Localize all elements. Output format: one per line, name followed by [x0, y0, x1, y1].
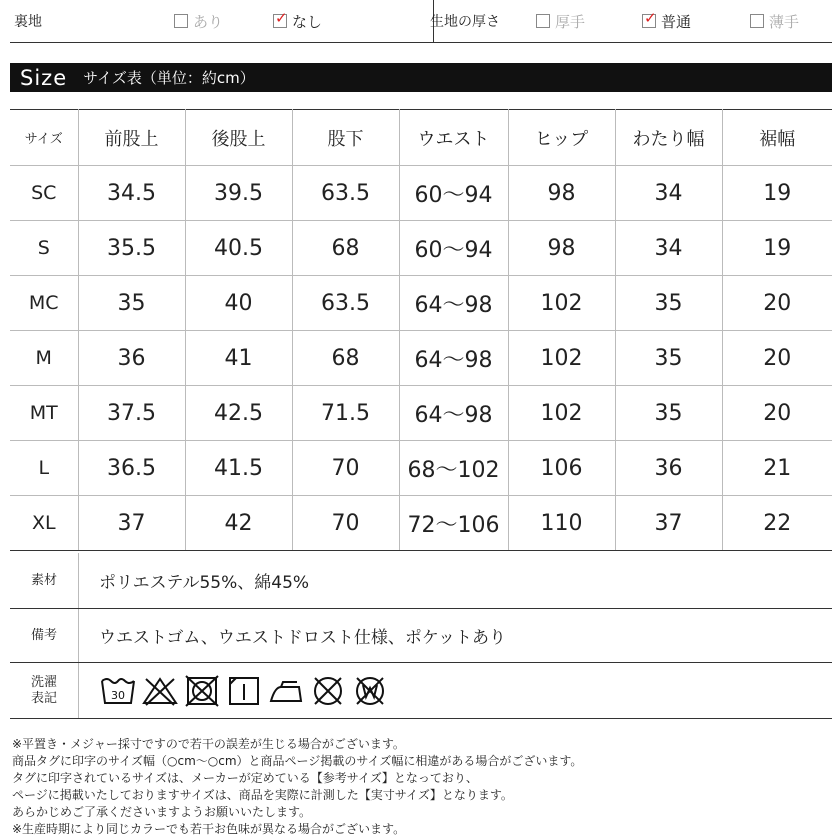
lining-option-yes[interactable]: あり: [174, 11, 223, 32]
measurement-cell: 68: [292, 331, 399, 386]
note-line: 商品タグに印字のサイズ幅（○cm〜○cm）と商品ページ掲載のサイズ幅に相違がある場合がございます。: [12, 754, 583, 768]
measurement-cell: 20: [722, 276, 832, 331]
iron-low-icon: [267, 673, 305, 709]
measurement-cell: 41: [185, 331, 292, 386]
measurement-cell: 37: [615, 496, 722, 551]
thickness-option-normal[interactable]: ✓ 普通: [642, 11, 691, 32]
thickness-label: 生地の厚さ: [430, 14, 500, 30]
measurement-cell: 37: [78, 496, 185, 551]
table-row: [10, 221, 832, 276]
care-icons: [79, 673, 389, 709]
size-table: [10, 109, 832, 551]
size-table-header: [10, 110, 832, 166]
note-line: ※生産時期により同じカラーでも若干お色味が異なる場合がございます。: [12, 822, 406, 836]
notes: [12, 736, 832, 838]
measurement-cell: 60〜94: [399, 221, 508, 276]
checked-checkbox-icon: [273, 14, 287, 28]
size-name-cell: MC: [10, 276, 78, 331]
checked-checkbox-icon: [642, 14, 656, 28]
measurement-cell: 35: [615, 276, 722, 331]
remarks-label: 備考: [10, 609, 79, 662]
measurement-cell: 106: [508, 441, 615, 496]
measurement-cell: 19: [722, 166, 832, 221]
measurement-cell: 22: [722, 496, 832, 551]
measurement-cell: 70: [292, 441, 399, 496]
measurement-cell: 36: [78, 331, 185, 386]
measurement-cell: 20: [722, 386, 832, 441]
column-header: 前股上: [78, 110, 185, 166]
checkbox-icon: [536, 14, 550, 28]
measurement-cell: 63.5: [292, 276, 399, 331]
measurement-cell: 72〜106: [399, 496, 508, 551]
measurement-cell: 102: [508, 386, 615, 441]
size-name-cell: XL: [10, 496, 78, 551]
table-row: [10, 496, 832, 551]
table-row: [10, 441, 832, 496]
line-dry-shade-icon: [225, 673, 263, 709]
measurement-cell: 64〜98: [399, 386, 508, 441]
measurement-cell: 34: [615, 221, 722, 276]
table-row: [10, 331, 832, 386]
size-name-cell: M: [10, 331, 78, 386]
note-line: ※平置き・メジャー採寸ですので若干の誤差が生じる場合がございます。: [12, 737, 405, 751]
size-banner: [10, 63, 832, 92]
measurement-cell: 21: [722, 441, 832, 496]
measurement-cell: 34.5: [78, 166, 185, 221]
size-subheading: サイズ表（単位：約cm）: [83, 69, 255, 87]
measurement-cell: 98: [508, 221, 615, 276]
size-name-cell: S: [10, 221, 78, 276]
table-row: [10, 166, 832, 221]
measurement-cell: 68〜102: [399, 441, 508, 496]
measurement-cell: 110: [508, 496, 615, 551]
measurement-cell: 102: [508, 331, 615, 386]
lining-label: 裏地: [14, 14, 42, 30]
size-name-cell: L: [10, 441, 78, 496]
checkbox-icon: [750, 14, 764, 28]
fabric-options: [10, 0, 832, 43]
thickness-option-thick[interactable]: 厚手: [536, 11, 585, 32]
column-header: ヒップ: [508, 110, 615, 166]
size-name-cell: MT: [10, 386, 78, 441]
care-row: [10, 663, 832, 719]
material-value: ポリエステル55%、綿45%: [99, 573, 310, 593]
note-line: タグに印字されているサイズは、メーカーが定めている【参考サイズ】となっており、: [12, 771, 478, 785]
measurement-cell: 35: [615, 386, 722, 441]
measurement-cell: 19: [722, 221, 832, 276]
measurement-cell: 35: [615, 331, 722, 386]
table-row: [10, 386, 832, 441]
no-tumble-dry-icon: [183, 673, 221, 709]
measurement-cell: 71.5: [292, 386, 399, 441]
measurement-cell: 68: [292, 221, 399, 276]
size-heading: Size: [20, 65, 68, 90]
wash-temp-text: 30: [111, 688, 125, 702]
measurement-cell: 64〜98: [399, 276, 508, 331]
measurement-cell: 36.5: [78, 441, 185, 496]
care-label: 洗濯 表記: [10, 663, 79, 718]
thickness-option-thin[interactable]: 薄手: [750, 11, 799, 32]
size-name-cell: SC: [10, 166, 78, 221]
measurement-cell: 39.5: [185, 166, 292, 221]
column-header: ウエスト: [399, 110, 508, 166]
measurement-cell: 63.5: [292, 166, 399, 221]
no-bleach-icon: [141, 673, 179, 709]
remarks-value: ウエストゴム、ウエストドロスト仕様、ポケットあり: [99, 628, 506, 648]
measurement-cell: 40: [185, 276, 292, 331]
measurement-cell: 36: [615, 441, 722, 496]
column-header: わたり幅: [615, 110, 722, 166]
measurement-cell: 35: [78, 276, 185, 331]
measurement-cell: 34: [615, 166, 722, 221]
material-label: 素材: [10, 553, 79, 608]
column-header: 後股上: [185, 110, 292, 166]
column-header: 股下: [292, 110, 399, 166]
material-row: [10, 553, 832, 609]
measurement-cell: 20: [722, 331, 832, 386]
remarks-row: [10, 609, 832, 663]
wash-30-icon: [99, 673, 137, 709]
measurement-cell: 41.5: [185, 441, 292, 496]
note-line: あらかじめご了承くださいますようお願いいたします。: [12, 805, 312, 819]
measurement-cell: 37.5: [78, 386, 185, 441]
table-row: [10, 276, 832, 331]
measurement-cell: 35.5: [78, 221, 185, 276]
note-line: ページに掲載いたしておりますサイズは、商品を実際に計測した【実寸サイズ】となります。: [12, 788, 513, 802]
column-header: サイズ: [10, 110, 78, 166]
no-wet-clean-icon: [351, 673, 389, 709]
measurement-cell: 102: [508, 276, 615, 331]
measurement-cell: 42: [185, 496, 292, 551]
measurement-cell: 64〜98: [399, 331, 508, 386]
measurement-cell: 42.5: [185, 386, 292, 441]
lining-option-no[interactable]: ✓ なし: [273, 11, 322, 32]
measurement-cell: 70: [292, 496, 399, 551]
measurement-cell: 98: [508, 166, 615, 221]
checkbox-icon: [174, 14, 188, 28]
no-dry-clean-icon: [309, 673, 347, 709]
column-header: 裾幅: [722, 110, 832, 166]
measurement-cell: 60〜94: [399, 166, 508, 221]
measurement-cell: 40.5: [185, 221, 292, 276]
